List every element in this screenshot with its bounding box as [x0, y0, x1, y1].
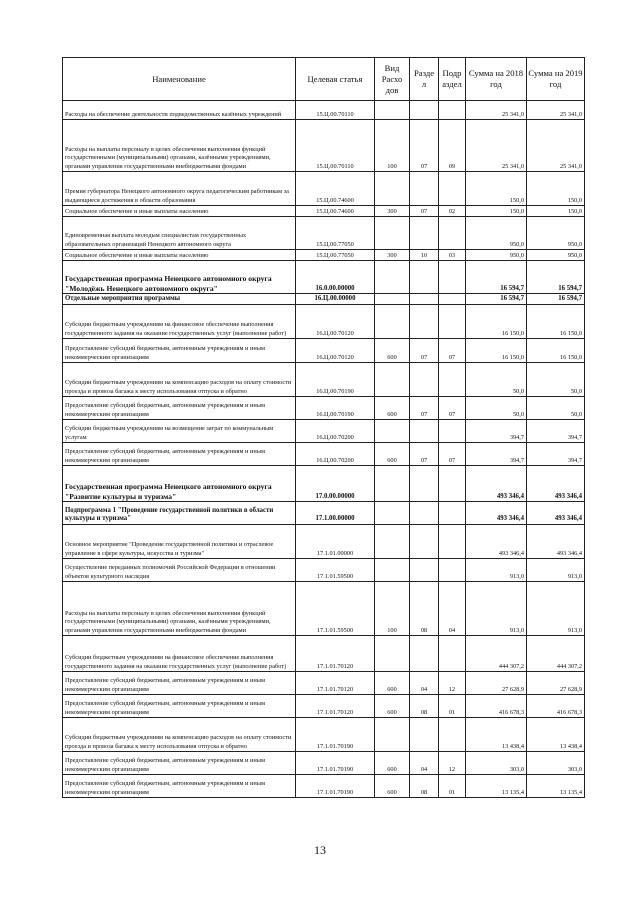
cell-section: 07	[410, 397, 439, 420]
cell-section	[410, 294, 439, 305]
table-row	[63, 120, 585, 172]
cell-section: 07	[410, 443, 439, 466]
cell-subsection	[439, 172, 466, 206]
header-row	[63, 58, 585, 101]
cell-subsection	[439, 636, 466, 672]
cell-target: 15.Ц.00.74600	[296, 172, 375, 206]
cell-target: 16.Ц.00.70190	[296, 363, 375, 397]
cell-name: Государственная программа Ненецкого автономного округа "Развитие культуры и туризма"	[63, 466, 296, 502]
cell-subsection	[439, 305, 466, 339]
table-row	[63, 525, 585, 559]
cell-expense-type: 300	[375, 206, 410, 217]
cell-subsection	[439, 502, 466, 525]
cell-target: 16.Ц.00.70200	[296, 443, 375, 466]
cell-subsection	[439, 559, 466, 582]
cell-target: 15.Ц.00.77050	[296, 250, 375, 261]
cell-section: 07	[410, 339, 439, 363]
header-expense-type: Вид Расхо дов	[375, 58, 410, 101]
table-row	[63, 217, 585, 250]
cell-section	[410, 305, 439, 339]
cell-sum-2019: 913,0	[527, 582, 585, 636]
cell-expense-type	[375, 718, 410, 752]
cell-expense-type: 600	[375, 397, 410, 420]
table-row	[63, 502, 585, 525]
cell-subsection	[439, 294, 466, 305]
cell-target: 17.1.00.00000	[296, 502, 375, 525]
cell-sum-2018: 493 346,4	[466, 466, 527, 502]
cell-name: Предоставление субсидий бюджетным, автономным учреждениям и иным некоммерческим организациям	[63, 695, 296, 718]
cell-sum-2019: 16 150,0	[527, 305, 585, 339]
cell-expense-type	[375, 261, 410, 294]
cell-name: Предоставление субсидий бюджетным, автономным учреждениям и иным некоммерческим организациям	[63, 775, 296, 798]
table-row	[63, 582, 585, 636]
cell-subsection	[439, 261, 466, 294]
cell-section	[410, 636, 439, 672]
cell-expense-type: 600	[375, 775, 410, 798]
cell-sum-2018: 913,0	[466, 559, 527, 582]
cell-sum-2018: 50,0	[466, 397, 527, 420]
cell-name: Субсидии бюджетным учреждениям на финансовое обеспечение выполнения государственного задания на оказание государственных услуг (выполнение работ)	[63, 636, 296, 672]
cell-name: Социальное обеспечение и иные выплаты населению	[63, 250, 296, 261]
page-number: 13	[314, 843, 326, 857]
cell-sum-2018: 25 341,0	[466, 101, 527, 120]
cell-target: 17.1.01.70120	[296, 695, 375, 718]
cell-section	[410, 559, 439, 582]
cell-target: 15.Ц.00.77050	[296, 217, 375, 250]
cell-expense-type	[375, 466, 410, 502]
cell-subsection	[439, 101, 466, 120]
cell-target: 16.Ц.00.70190	[296, 397, 375, 420]
cell-target: 17.1.01.59500	[296, 582, 375, 636]
cell-subsection	[439, 217, 466, 250]
cell-section	[410, 502, 439, 525]
cell-subsection: 07	[439, 443, 466, 466]
cell-sum-2018: 394,7	[466, 443, 527, 466]
cell-target: 16.Ц.00.70200	[296, 420, 375, 443]
cell-expense-type: 600	[375, 695, 410, 718]
cell-sum-2018: 416 678,3	[466, 695, 527, 718]
cell-sum-2019: 913,0	[527, 559, 585, 582]
table-row	[63, 294, 585, 305]
cell-name: Основное мероприятие "Проведение государственной политики и отраслевое управление в сфере культуры, искусства и туризма"	[63, 525, 296, 559]
cell-expense-type	[375, 294, 410, 305]
cell-sum-2019: 16 594,7	[527, 294, 585, 305]
cell-sum-2018: 493 346,4	[466, 502, 527, 525]
cell-target: 17.1.01.70120	[296, 672, 375, 695]
table-row	[63, 206, 585, 217]
cell-sum-2018: 303,0	[466, 752, 527, 775]
cell-sum-2019: 13 135,4	[527, 775, 585, 798]
cell-sum-2019: 150,0	[527, 206, 585, 217]
cell-name: Предоставление субсидий бюджетным, автономным учреждениям и иным некоммерческим организациям	[63, 397, 296, 420]
cell-expense-type	[375, 217, 410, 250]
cell-sum-2019: 416 678,3	[527, 695, 585, 718]
cell-expense-type: 600	[375, 672, 410, 695]
cell-sum-2019: 493 346,4	[527, 502, 585, 525]
cell-target: 17.1.01.00000	[296, 525, 375, 559]
cell-subsection: 02	[439, 206, 466, 217]
cell-sum-2019: 394,7	[527, 420, 585, 443]
cell-sum-2019: 394,7	[527, 443, 585, 466]
cell-expense-type: 600	[375, 752, 410, 775]
cell-sum-2018: 16 594,7	[466, 294, 527, 305]
table-row	[63, 250, 585, 261]
table-row	[63, 305, 585, 339]
cell-target: 15.Ц.00.74600	[296, 206, 375, 217]
cell-sum-2018: 394,7	[466, 420, 527, 443]
cell-target: 17.0.00.00000	[296, 466, 375, 502]
cell-target: 17.1.01.70120	[296, 636, 375, 672]
cell-sum-2018: 913,0	[466, 582, 527, 636]
table-body	[63, 101, 585, 798]
cell-target: 16.Ц.00.70120	[296, 339, 375, 363]
cell-sum-2019: 13 438,4	[527, 718, 585, 752]
header-name: Наименование	[63, 58, 296, 101]
cell-sum-2019: 25 341,0	[527, 101, 585, 120]
table-row	[63, 339, 585, 363]
cell-section	[410, 718, 439, 752]
cell-name: Предоставление субсидий бюджетным, автономным учреждениям и иным некоммерческим организациям	[63, 672, 296, 695]
cell-section	[410, 420, 439, 443]
cell-sum-2018: 16 150,0	[466, 305, 527, 339]
cell-subsection: 07	[439, 339, 466, 363]
cell-subsection: 04	[439, 582, 466, 636]
cell-name: Премия губернатора Ненецкого автономного округа педагогическим работникам за выдающиеся достижения в области образования	[63, 172, 296, 206]
cell-target: 15.Ц.00.70110	[296, 120, 375, 172]
table-row	[63, 718, 585, 752]
table-row	[63, 261, 585, 294]
cell-expense-type	[375, 502, 410, 525]
cell-name: Социальное обеспечение и иные выплаты населению	[63, 206, 296, 217]
cell-target: 16.Ц.00.00000	[296, 294, 375, 305]
cell-section	[410, 172, 439, 206]
cell-name: Субсидии бюджетным учреждениям на финансовое обеспечение выполнения государственного задания на оказание государственных услуг (выполнение работ)	[63, 305, 296, 339]
cell-name: Отдельные мероприятия программы	[63, 294, 296, 305]
cell-target: 17.1.01.59500	[296, 559, 375, 582]
cell-subsection: 12	[439, 672, 466, 695]
cell-sum-2019: 950,0	[527, 217, 585, 250]
cell-section: 10	[410, 250, 439, 261]
cell-sum-2018: 25 341,0	[466, 120, 527, 172]
cell-subsection	[439, 525, 466, 559]
table-row	[63, 672, 585, 695]
cell-section: 08	[410, 582, 439, 636]
table-row	[63, 775, 585, 798]
cell-section	[410, 261, 439, 294]
table-row	[63, 752, 585, 775]
cell-name: Единовременная выплата молодым специалистам государственных образовательных организаций Ненецкого автономного округа	[63, 217, 296, 250]
cell-name: Расходы на обеспечение деятельности подведомственных казённых учреждений	[63, 101, 296, 120]
cell-target: 16.0.00.00000	[296, 261, 375, 294]
cell-name: Предоставление субсидий бюджетным, автономным учреждениям и иным некоммерческим организациям	[63, 443, 296, 466]
cell-sum-2019: 493 346,4	[527, 525, 585, 559]
cell-sum-2018: 950,0	[466, 217, 527, 250]
cell-sum-2019: 50,0	[527, 363, 585, 397]
cell-section: 08	[410, 775, 439, 798]
cell-target: 17.1.01.70190	[296, 775, 375, 798]
cell-sum-2019: 16 150,0	[527, 339, 585, 363]
cell-subsection	[439, 718, 466, 752]
cell-target: 17.1.01.70190	[296, 752, 375, 775]
cell-expense-type: 100	[375, 582, 410, 636]
budget-table	[62, 57, 585, 798]
cell-sum-2019: 493 346,4	[527, 466, 585, 502]
cell-sum-2018: 16 150,0	[466, 339, 527, 363]
header-sum-2019: Сумма на 2019 год	[527, 58, 585, 101]
cell-name: Субсидии бюджетным учреждениям на компенсацию расходов на оплату стоимости проезда и провоза багажа к месту использования отпуска и обратно	[63, 363, 296, 397]
cell-subsection	[439, 363, 466, 397]
cell-target: 16.Ц.00.70120	[296, 305, 375, 339]
cell-sum-2019: 303,0	[527, 752, 585, 775]
table-row	[63, 636, 585, 672]
cell-subsection: 12	[439, 752, 466, 775]
cell-name: Предоставление субсидий бюджетным, автономным учреждениям и иным некоммерческим организациям	[63, 339, 296, 363]
cell-section	[410, 466, 439, 502]
cell-name: Государственная программа Ненецкого автономного округа "Молодёжь Ненецкого автономного округа"	[63, 261, 296, 294]
cell-expense-type	[375, 172, 410, 206]
cell-sum-2019: 27 628,9	[527, 672, 585, 695]
table-row	[63, 420, 585, 443]
cell-subsection: 03	[439, 250, 466, 261]
cell-sum-2018: 16 594,7	[466, 261, 527, 294]
table-row	[63, 397, 585, 420]
cell-expense-type	[375, 525, 410, 559]
cell-sum-2018: 13 135,4	[466, 775, 527, 798]
cell-expense-type	[375, 636, 410, 672]
cell-section: 08	[410, 695, 439, 718]
table-row	[63, 101, 585, 120]
cell-expense-type	[375, 420, 410, 443]
cell-expense-type: 100	[375, 120, 410, 172]
cell-target: 17.1.01.70190	[296, 718, 375, 752]
cell-sum-2019: 950,0	[527, 250, 585, 261]
cell-section	[410, 363, 439, 397]
cell-name: Субсидии бюджетным учреждениям на возмещение затрат по коммунальным услугам	[63, 420, 296, 443]
cell-expense-type: 300	[375, 250, 410, 261]
cell-section	[410, 525, 439, 559]
table-row	[63, 443, 585, 466]
cell-section	[410, 217, 439, 250]
cell-sum-2019: 150,0	[527, 172, 585, 206]
header-subsection: Подр аздел	[439, 58, 466, 101]
cell-sum-2018: 493 346,4	[466, 525, 527, 559]
table-row	[63, 559, 585, 582]
cell-name: Расходы на выплаты персоналу в целях обеспечения выполнения функций государственными (муниципальными) органами, казёнными учреждениями, органами управления государственными внебюджетными фондами	[63, 120, 296, 172]
cell-expense-type: 600	[375, 339, 410, 363]
cell-name: Расходы на выплаты персоналу в целях обеспечения выполнения функций государственными (муниципальными) органами, казёнными учреждениями, органами управления государственными внебюджетными фондами	[63, 582, 296, 636]
cell-sum-2019: 444 307,2	[527, 636, 585, 672]
cell-sum-2019: 50,0	[527, 397, 585, 420]
table-row	[63, 363, 585, 397]
cell-expense-type	[375, 363, 410, 397]
cell-sum-2018: 13 438,4	[466, 718, 527, 752]
cell-sum-2019: 25 341,0	[527, 120, 585, 172]
cell-subsection: 07	[439, 397, 466, 420]
cell-name: Осуществление переданных полномочий Российской Федерации в отношении объектов культурного наследия	[63, 559, 296, 582]
cell-expense-type	[375, 101, 410, 120]
cell-section: 04	[410, 752, 439, 775]
table-row	[63, 695, 585, 718]
cell-section: 07	[410, 206, 439, 217]
cell-expense-type	[375, 305, 410, 339]
cell-subsection: 01	[439, 775, 466, 798]
cell-section: 07	[410, 120, 439, 172]
table-header	[63, 58, 585, 101]
cell-section: 04	[410, 672, 439, 695]
cell-sum-2018: 150,0	[466, 172, 527, 206]
cell-subsection	[439, 420, 466, 443]
cell-name: Подпрограмма 1 "Проведение государственной политики в области культуры и туризма"	[63, 502, 296, 525]
cell-section	[410, 101, 439, 120]
header-section: Разде л	[410, 58, 439, 101]
cell-expense-type	[375, 559, 410, 582]
header-target: Целевая статья	[296, 58, 375, 101]
cell-subsection: 01	[439, 695, 466, 718]
cell-expense-type: 600	[375, 443, 410, 466]
cell-sum-2018: 27 628,9	[466, 672, 527, 695]
table-row	[63, 172, 585, 206]
cell-sum-2018: 150,0	[466, 206, 527, 217]
cell-subsection: 09	[439, 120, 466, 172]
header-sum-2018: Сумма на 2018 год	[466, 58, 527, 101]
cell-target: 15.Ц.00.70110	[296, 101, 375, 120]
cell-name: Предоставление субсидий бюджетным, автономным учреждениям и иным некоммерческим организациям	[63, 752, 296, 775]
cell-sum-2018: 444 307,2	[466, 636, 527, 672]
cell-sum-2018: 950,0	[466, 250, 527, 261]
cell-sum-2019: 16 594,7	[527, 261, 585, 294]
table-row	[63, 466, 585, 502]
cell-subsection	[439, 466, 466, 502]
cell-sum-2018: 50,0	[466, 363, 527, 397]
cell-name: Субсидии бюджетным учреждениям на компенсацию расходов на оплату стоимости проезда и провоза багажа к месту использования отпуска и обратно	[63, 718, 296, 752]
